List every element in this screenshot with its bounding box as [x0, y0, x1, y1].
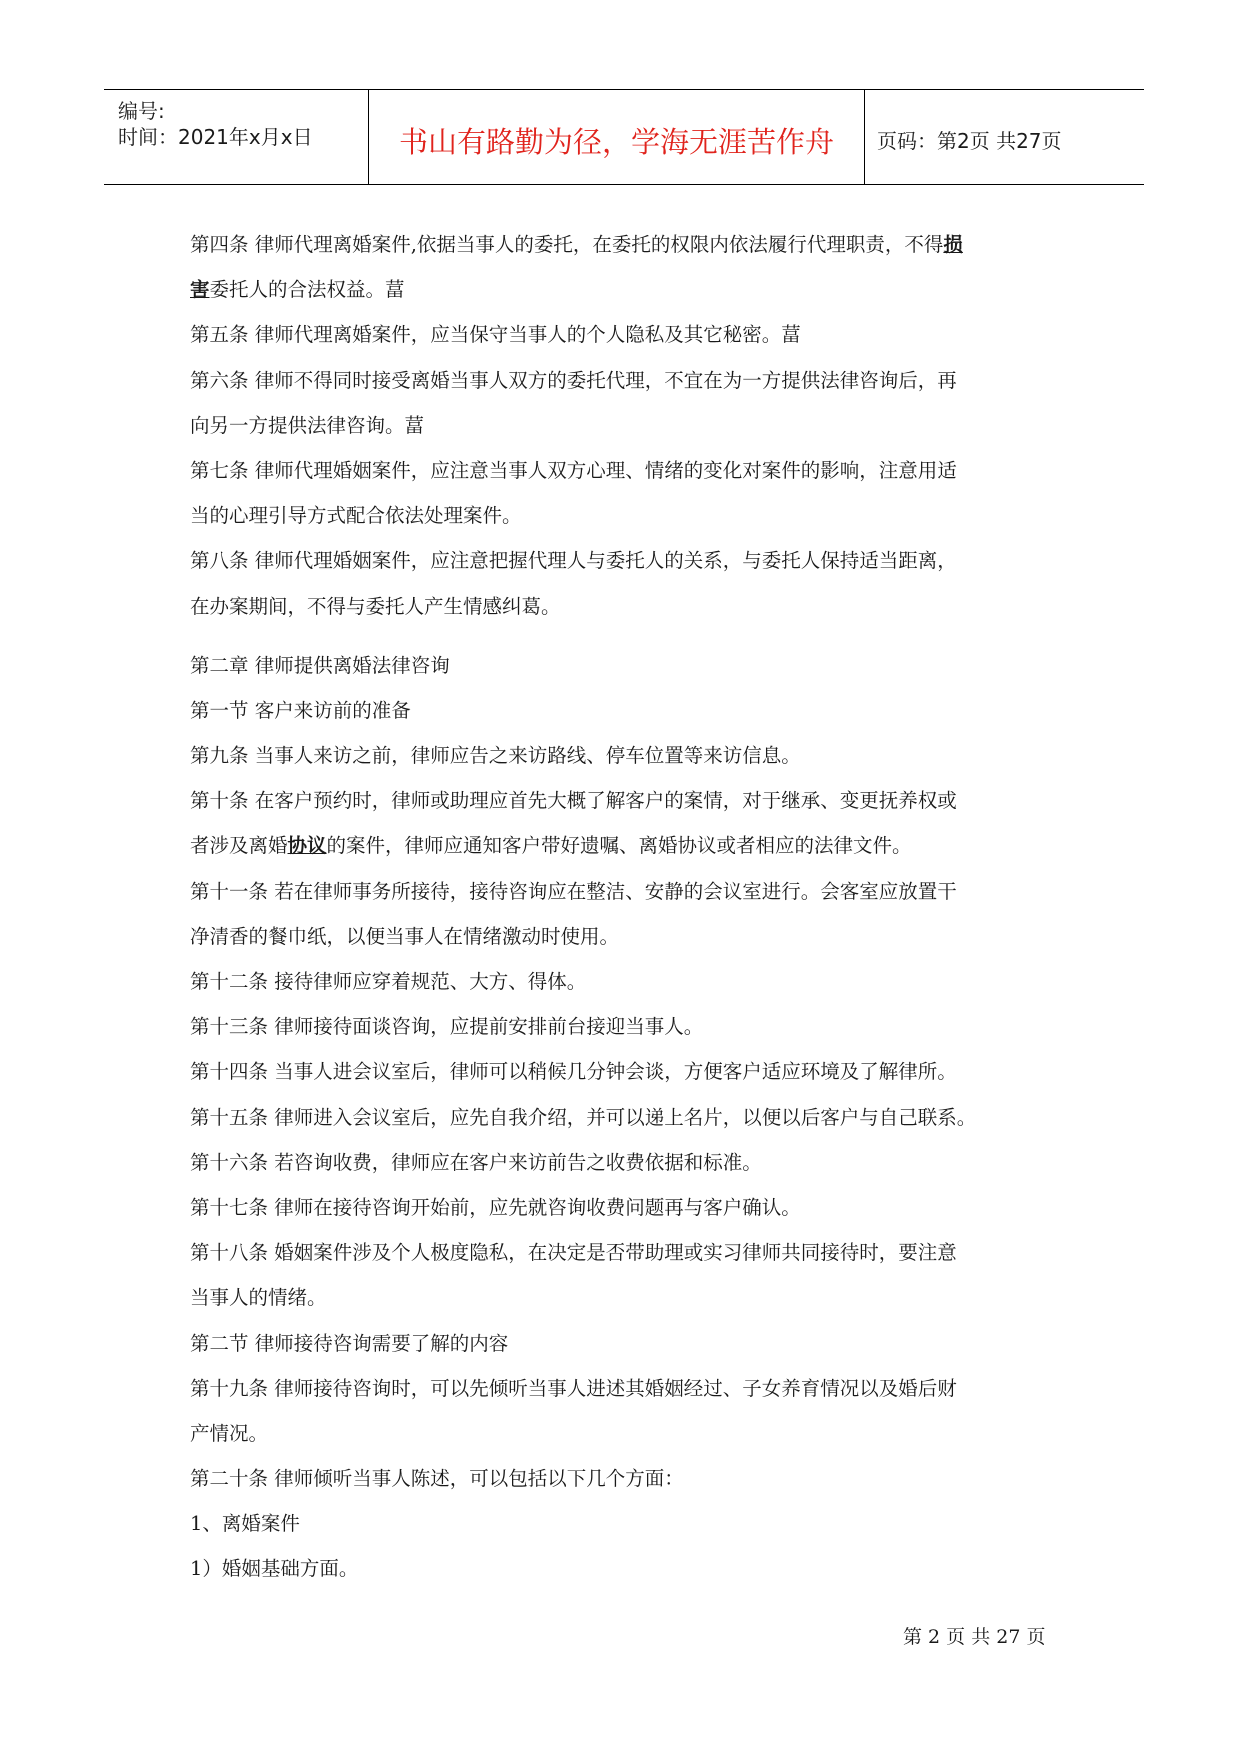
- line-text: 第六条 律师不得同时接受离婚当事人双方的委托代理，不宜在为一方提供法律咨询后，再: [190, 368, 957, 392]
- line-text: 第九条 当事人来访之前，律师应告之来访路线、停车位置等来访信息。: [190, 744, 801, 768]
- line-text: 在办案期间，不得与委托人产生情感纠葛。: [190, 594, 561, 618]
- text-line: [190, 222, 1070, 267]
- header-page-cell: [865, 90, 1144, 184]
- document-number-label: 编号:: [118, 99, 165, 123]
- text-line: [190, 267, 1070, 312]
- line-text: 者涉及离婚: [190, 834, 288, 858]
- line-text: 第十二条 接待律师应穿着规范、大方、得体。: [190, 970, 587, 993]
- text-line: [190, 1456, 1070, 1501]
- line-text: 第十七条 律师在接待咨询开始前，应先就咨询收费问题再与客户确认。: [190, 1195, 801, 1219]
- header-meta-cell: [104, 90, 369, 184]
- line-text: 净清香的餐巾纸，以便当事人在情绪激动时使用。: [190, 924, 620, 948]
- underlined-link-text[interactable]: 协议: [287, 834, 327, 858]
- underlined-link-text[interactable]: 损: [943, 233, 963, 256]
- line-text: 第十九条 律师接待咨询时，可以先倾听当事人进述其婚姻经过、子女养育情况以及婚后财: [190, 1376, 957, 1400]
- line-text: 第二节 律师接待咨询需要了解的内容: [190, 1331, 509, 1355]
- page-footer: 第 2 页 共 27 页: [903, 1626, 1046, 1648]
- text-line: [190, 538, 1070, 583]
- underlined-link-text[interactable]: 害: [190, 278, 210, 302]
- line-text: 1、离婚案件: [190, 1512, 300, 1536]
- text-line: [190, 733, 1070, 778]
- line-text: 向另一方提供法律咨询。葍: [190, 413, 425, 437]
- line-text: 1）婚姻基础方面。: [190, 1557, 359, 1581]
- line-text: 第十五条 律师进入会议室后，应先自我介绍，并可以递上名片，以便以后客户与自己联系。: [190, 1105, 977, 1129]
- text-line: [190, 643, 1070, 688]
- line-text: 第八条 律师代理婚姻案件，应注意把握代理人与委托人的关系，与委托人保持适当距离，: [190, 549, 957, 573]
- line-text: 产情况。: [190, 1421, 269, 1445]
- text-line: [190, 959, 1070, 1004]
- line-text: 第十三条 律师接待面谈咨询，应提前安排前台接迎当事人。: [190, 1015, 704, 1039]
- text-line: [190, 1230, 1070, 1275]
- text-line: [190, 1004, 1070, 1049]
- text-line: [190, 1321, 1070, 1366]
- line-text: 第十一条 若在律师事务所接待，接待咨询应在整洁、安静的会议室进行。会客室应放置干: [190, 879, 957, 903]
- line-text: 当事人的情绪。: [190, 1286, 327, 1310]
- line-text: 第十四条 当事人进会议室后，律师可以稍候几分钟会谈，方便客户适应环境及了解律所。: [190, 1060, 957, 1084]
- text-line: [190, 1275, 1070, 1320]
- line-text: 委托人的合法权益。葍: [209, 278, 405, 302]
- line-text: 第四条 律师代理离婚案件,依据当事人的委托，在委托的权限内依法履行代理职责，不得: [190, 233, 944, 256]
- text-line: [190, 1546, 1070, 1591]
- text-line: [190, 1049, 1070, 1094]
- line-text: 第十六条 若咨询收费，律师应在客户来访前告之收费依据和标准。: [190, 1150, 762, 1174]
- text-line: [190, 448, 1070, 493]
- line-text: 第十条 在客户预约时，律师或助理应首先大概了解客户的案情，对于继承、变更抚养权或: [190, 789, 957, 813]
- text-line: [190, 1501, 1070, 1546]
- line-text: 第十八条 婚姻案件涉及个人极度隐私，在决定是否带助理或实习律师共同接待时，要注意: [190, 1241, 957, 1265]
- text-line: [190, 869, 1070, 914]
- header-motto: 书山有路勤为径，学海无涯苦作舟: [398, 125, 834, 159]
- line-text: 第二章 律师提供离婚法律咨询: [190, 653, 450, 677]
- line-text: 的案件，律师应通知客户带好遗嘱、离婚协议或者相应的法律文件。: [326, 834, 912, 858]
- text-line: [190, 1095, 1070, 1140]
- document-body: [190, 222, 1070, 1592]
- text-line: [190, 403, 1070, 448]
- text-line: [190, 778, 1070, 823]
- line-text: 第七条 律师代理婚姻案件，应注意当事人双方心理、情绪的变化对案件的影响，注意用适: [190, 458, 957, 482]
- header-motto-cell: [369, 90, 865, 184]
- text-line: [190, 493, 1070, 538]
- text-line: [190, 1411, 1070, 1456]
- text-line: [190, 823, 1070, 868]
- header-page-info: 页码：第2页 共27页: [877, 129, 1062, 153]
- text-line: [190, 914, 1070, 959]
- line-text: 当的心理引导方式配合依法处理案件。: [190, 504, 522, 528]
- text-line: [190, 1366, 1070, 1411]
- text-line: [190, 688, 1070, 733]
- text-line: [190, 1140, 1070, 1185]
- text-line: [190, 1185, 1070, 1230]
- text-line: [190, 312, 1070, 357]
- line-text: 第二十条 律师倾听当事人陈述，可以包括以下几个方面：: [190, 1467, 684, 1491]
- text-line: [190, 584, 1070, 629]
- paragraph-gap: [190, 629, 1070, 643]
- document-time-label: 时间：2021年x月x日: [118, 125, 313, 149]
- line-text: 第一节 客户来访前的准备: [190, 698, 411, 722]
- text-line: [190, 358, 1070, 403]
- line-text: 第五条 律师代理离婚案件，应当保守当事人的个人隐私及其它秘密。葍: [190, 323, 801, 347]
- page-header: [104, 89, 1144, 185]
